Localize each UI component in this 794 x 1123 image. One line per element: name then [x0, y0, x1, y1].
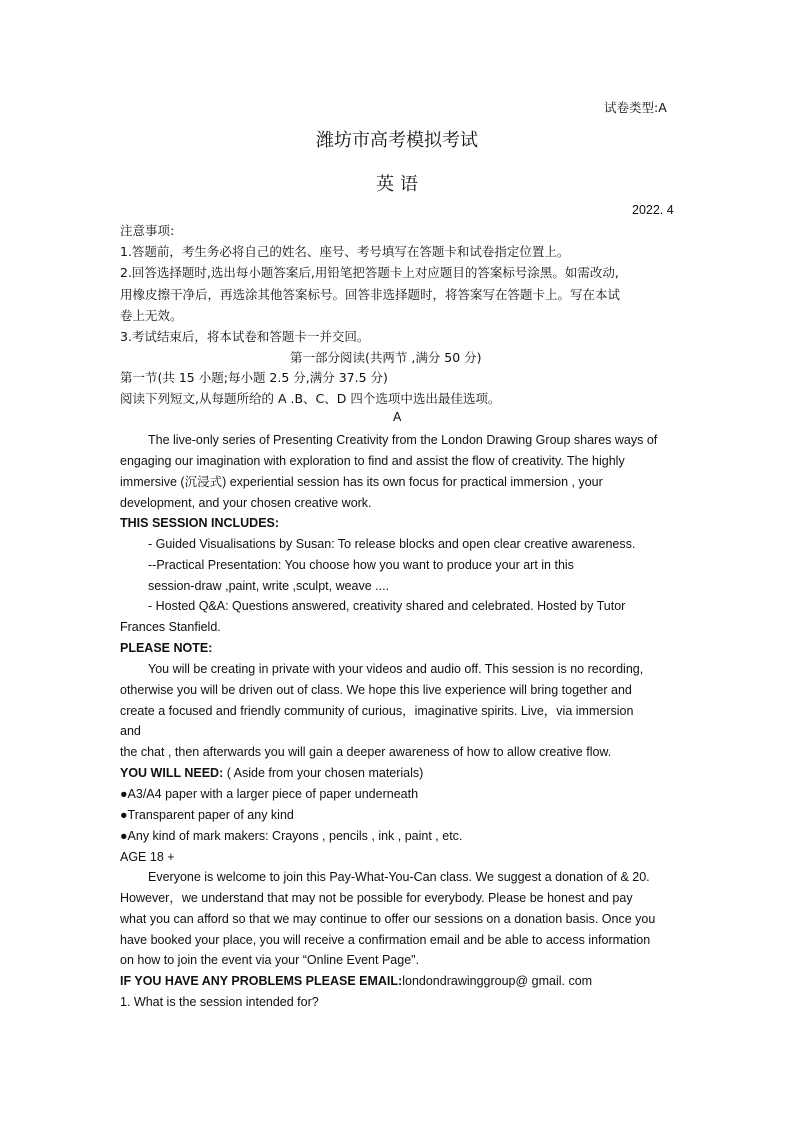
- paper-type: 试卷类型:A: [604, 100, 667, 115]
- notice-item-3: 3.考试结束后，将本试卷和答题卡一并交回。: [120, 329, 370, 344]
- section-one-heading: 第一节(共 15 小题;每小题 2.5 分,满分 37.5 分): [120, 370, 388, 385]
- passage-letter: A: [393, 410, 402, 424]
- need-item: ●Transparent paper of any kind: [120, 808, 294, 822]
- paragraph-line: You will be creating in private with your videos and audio off. This session is no recording,: [148, 662, 644, 676]
- need-heading: YOU WILL NEED:: [120, 766, 224, 780]
- notice-item-2: 卷上无效。: [120, 308, 183, 323]
- includes-item: - Hosted Q&A: Questions answered, creativity shared and celebrated. Hosted by Tutor: [148, 599, 626, 613]
- paragraph-line: create a focused and friendly community of curious，imaginative spirits. Live，via immersion: [120, 704, 634, 718]
- notice-item-1: 1.答题前，考生务必将自己的姓名、座号、考号填写在答题卡和试卷指定位置上。: [120, 244, 570, 259]
- paragraph-line: However，we understand that may not be possible for everybody. Please be honest and pay: [120, 891, 633, 905]
- problem-heading: IF YOU HAVE ANY PROBLEMS PLEASE EMAIL:: [120, 974, 403, 988]
- question-1: 1. What is the session intended for?: [120, 995, 319, 1009]
- paragraph-line: on how to join the event via your “Online Event Page".: [120, 953, 420, 967]
- part-one-heading: 第一部分阅读(共两节 ,满分 50 分): [290, 350, 482, 365]
- need-subheading: ( Aside from your chosen materials): [223, 766, 424, 780]
- exam-date: 2022. 4: [632, 203, 674, 217]
- includes-item: Frances Stanfield.: [120, 620, 221, 634]
- contact-line: [120, 971, 592, 991]
- notice-item-2: 用橡皮擦干净后，再选涂其他答案标号。回答非选择题时，将答案写在答题卡上。写在本试: [120, 287, 621, 302]
- age-requirement: AGE 18 +: [120, 850, 175, 864]
- paragraph-line: development, and your chosen creative work.: [120, 496, 372, 510]
- notice-item-2: 2.回答选择题时,选出每小题答案后,用铅笔把答题卡上对应题目的答案标号涂黑。如需改动,: [120, 265, 619, 280]
- includes-heading: THIS SESSION INCLUDES:: [120, 516, 280, 530]
- paragraph-line: what you can afford so that we may continue to offer our sessions on a donation basis. Once you: [120, 912, 656, 926]
- notice-heading: 注意事项:: [120, 223, 175, 238]
- note-heading: PLEASE NOTE:: [120, 641, 213, 655]
- paragraph-line: immersive (沉浸式) experiential session has its own focus for practical immersion , your: [120, 475, 603, 489]
- paragraph-line: engaging our imagination with exploration to find and assist the flow of creativity. The highly: [120, 454, 625, 468]
- includes-item: - Guided Visualisations by Susan: To release blocks and open clear creative awareness.: [148, 537, 636, 551]
- instruction-text: 阅读下列短文,从每题所给的 A .B、C、D 四个选项中选出最佳选项。: [120, 391, 501, 406]
- includes-item: session-draw ,paint, write ,sculpt, weave ....: [148, 579, 390, 593]
- paragraph-line: The live-only series of Presenting Creativity from the London Drawing Group shares ways of: [148, 433, 658, 447]
- exam-title: 潍坊市高考模拟考试: [316, 130, 478, 151]
- paragraph-line: Everyone is welcome to join this Pay-What-You-Can class. We suggest a donation of & 20.: [148, 870, 650, 884]
- paragraph-line: and: [120, 724, 141, 738]
- paragraph-line: have booked your place, you will receive a confirmation email and be able to access information: [120, 933, 651, 947]
- paragraph-line: otherwise you will be driven out of class. We hope this live experience will bring together and: [120, 683, 632, 697]
- need-item: ●A3/A4 paper with a larger piece of paper underneath: [120, 787, 419, 801]
- paragraph-line: the chat , then afterwards you will gain a deeper awareness of how to allow creative flow.: [120, 745, 612, 759]
- contact-email: londondrawinggroup@ gmail. com: [402, 974, 593, 988]
- need-item: ●Any kind of mark makers: Crayons , pencils , ink , paint , etc.: [120, 829, 463, 843]
- subject-title: 英 语: [376, 174, 418, 195]
- need-line: [120, 763, 423, 783]
- includes-item: --Practical Presentation: You choose how you want to produce your art in this: [148, 558, 574, 572]
